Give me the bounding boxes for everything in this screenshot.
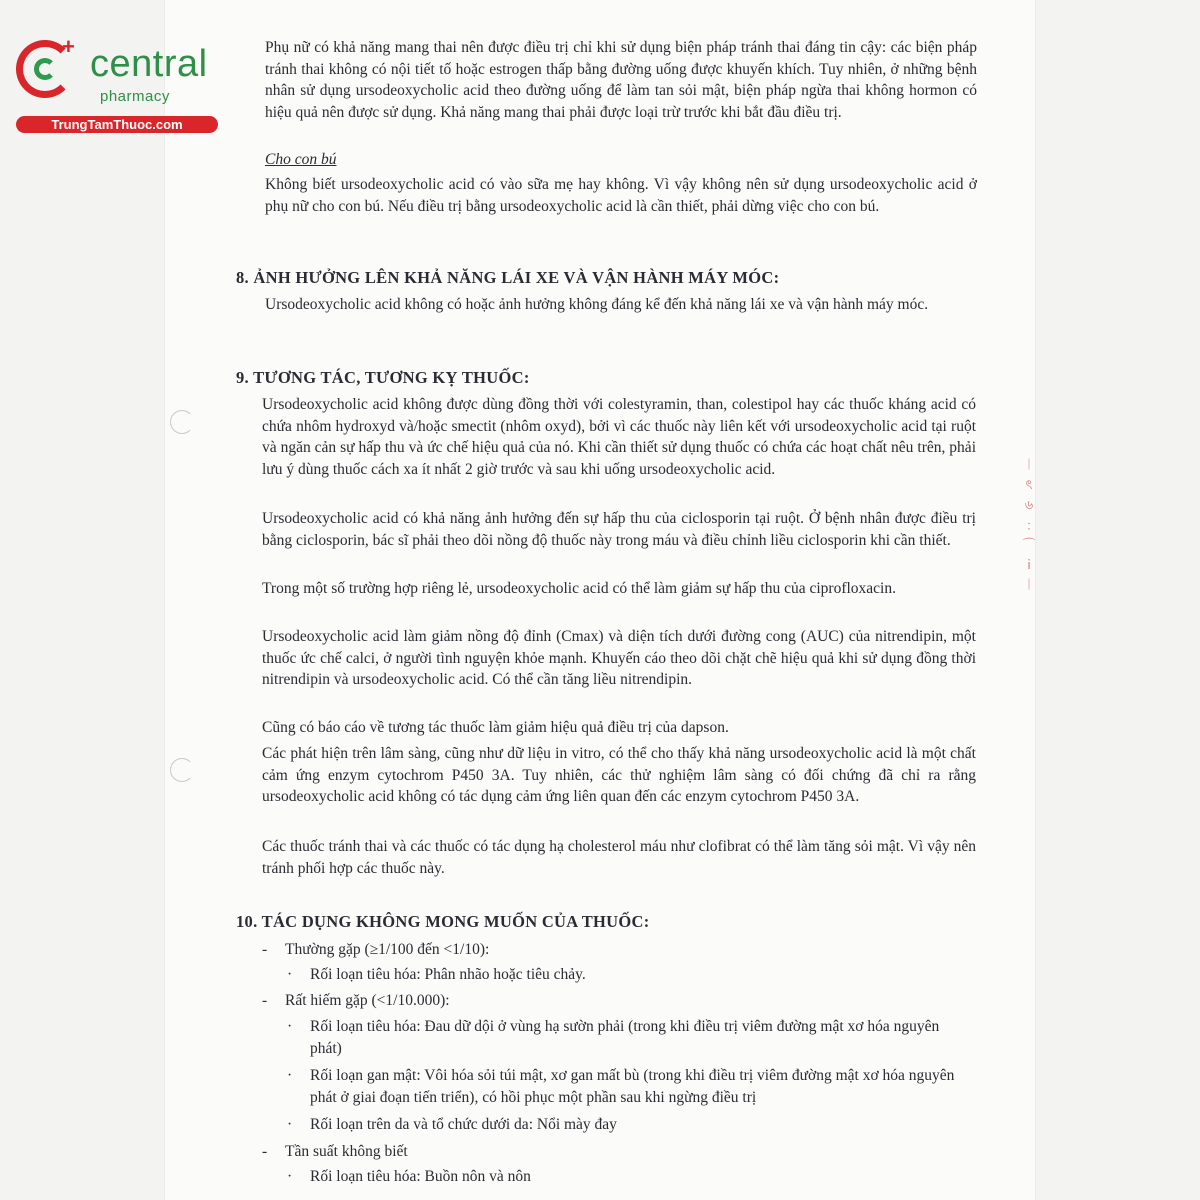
breastfeeding-subheading: Cho con bú <box>265 151 337 168</box>
list-bullet: · <box>287 1116 293 1133</box>
list-bullet: · <box>287 1067 293 1084</box>
brand-logo[interactable] <box>8 36 218 136</box>
list-bullet: · <box>287 966 293 983</box>
side-effect-item: Rối loạn tiêu hóa: Phân nhão hoặc tiêu chảy. <box>310 966 586 983</box>
logo-inner-c-icon <box>34 58 56 80</box>
frequency-group-label: Tần suất không biết <box>285 1143 408 1160</box>
interaction-paragraph: Các phát hiện trên lâm sàng, cũng như dữ liệu in vitro, có thể cho thấy khả năng ursodeoxycholic acid là một chất cảm ứng enzym cytochrom P450 3A. Tuy nhiên, các thử nghiệm lâm sàng có đối chứng đã chỉ ra rằng ursodeoxycholic acid không có tác dụng cảm ứng liên quan đến các enzym cytochrom P450 3A. <box>262 745 976 805</box>
list-dash: - <box>262 992 268 1009</box>
breastfeeding-paragraph: Không biết ursodeoxycholic acid có vào sữa mẹ hay không. Vì vậy không nên sử dụng ursodeoxycholic acid ở phụ nữ cho con bú. Nếu điều trị bằng ursodeoxycholic acid là cần thiết, phải dừng việc cho con bú. <box>265 176 977 215</box>
section-8-heading: 8. ẢNH HƯỞNG LÊN KHẢ NĂNG LÁI XE VÀ VẬN HÀNH MÁY MÓC: <box>236 268 780 287</box>
side-effect-item: Rối loạn tiêu hóa: Buồn nôn và nôn <box>310 1168 531 1185</box>
section-9-heading: 9. TƯƠNG TÁC, TƯƠNG KỴ THUỐC: <box>236 368 530 387</box>
logo-brand-name: central <box>90 43 208 85</box>
logo-plus-icon: + <box>62 34 75 59</box>
punch-hole-mark <box>170 410 194 434</box>
list-bullet: · <box>287 1168 293 1185</box>
side-effect-item: Rối loạn tiêu hóa: Đau dữ dội ở vùng hạ sườn phải (trong khi điều trị viêm đường mật xơ hóa nguyên phát) <box>310 1018 940 1057</box>
interaction-paragraph: Ursodeoxycholic acid có khả năng ảnh hưởng đến sự hấp thu của ciclosporin tại ruột. Ở bệnh nhân được điều trị bằng ciclosporin, bác sĩ phải theo dõi nồng độ thuốc này trong máu và điều chỉnh liều ciclosporin khi cần thiết. <box>262 510 976 549</box>
logo-website: TrungTamThuoc.com <box>16 116 218 133</box>
interaction-paragraph: Ursodeoxycholic acid không được dùng đồng thời với colestyramin, than, colestipol hay các thuốc kháng acid có chứa nhôm hydroxyd và/hoặc smectit (nhôm oxyd), bởi vì các thuốc này liên kết với ursodeoxycholic acid tại ruột và ngăn cản sự hấp thu và ức chế hiệu quả của nó. Khi cần thiết sử dụng thuốc có chứa các hoạt chất nêu trên, phải lưu ý dùng thuốc cách xa ít nhất 2 giờ trước và sau khi uống ursodeoxycholic acid. <box>262 396 976 478</box>
list-dash: - <box>262 1143 268 1160</box>
interaction-paragraph: Cũng có báo cáo về tương tác thuốc làm giảm hiệu quả điều trị của dapson. <box>262 719 729 736</box>
logo-subtitle: pharmacy <box>100 88 170 105</box>
section-10-heading: 10. TÁC DỤNG KHÔNG MONG MUỐN CỦA THUỐC: <box>236 912 650 931</box>
punch-hole-mark <box>170 758 194 782</box>
pregnancy-paragraph: Phụ nữ có khả năng mang thai nên được điều trị chỉ khi sử dụng biện pháp tránh thai đáng tin cậy: các biện pháp tránh thai không có nội tiết tố hoặc estrogen thấp bằng đường uống được khuyến khích. Tuy nhiên, ở những bệnh nhân sử dụng ursodeoxycholic acid theo đường uống để làm tan sỏi mật, biện pháp ngừa thai không hormon có hiệu quả nên được sử dụng. Khả năng mang thai phải được loại trừ trước khi bắt đầu điều trị. <box>265 39 977 121</box>
side-effect-item: Rối loạn gan mật: Vôi hóa sỏi túi mật, xơ gan mất bù (trong khi điều trị viêm đường mật xơ hóa nguyên phát ở giai đoạn tiến triển), có hồi phục một phần sau khi ngừng điều trị <box>310 1067 955 1106</box>
frequency-group-label: Thường gặp (≥1/100 đến <1/10): <box>285 941 490 958</box>
interaction-paragraph: Ursodeoxycholic acid làm giảm nồng độ đỉnh (Cmax) và diện tích dưới đường cong (AUC) của nitrendipin, một thuốc ức chế calci, ở người tình nguyện khỏe mạnh. Khuyến cáo theo dõi chặt chẽ hiệu quả khi sử dụng đồng thời nitrendipin và ursodeoxycholic acid. Có thể cần tăng liều nitrendipin. <box>262 628 976 688</box>
interaction-paragraph: Các thuốc tránh thai và các thuốc có tác dụng hạ cholesterol máu như clofibrat có thể làm tăng sỏi mật. Vì vậy nên tránh phối hợp các thuốc này. <box>262 838 976 877</box>
side-effect-item: Rối loạn trên da và tổ chức dưới da: Nổi mày đay <box>310 1116 617 1133</box>
list-dash: - <box>262 941 268 958</box>
section-8-paragraph: Ursodeoxycholic acid không có hoặc ảnh hưởng không đáng kể đến khả năng lái xe và vận hành máy móc. <box>265 296 929 313</box>
interaction-paragraph: Trong một số trường hợp riêng lẻ, ursodeoxycholic acid có thể làm giảm sự hấp thu của ciprofloxacin. <box>262 580 896 597</box>
margin-stamp-marks: ︱ ৎ ৬ ﹕ ⌒ ⅰ ︱ <box>1022 457 1036 592</box>
list-bullet: · <box>287 1018 293 1035</box>
frequency-group-label: Rất hiếm gặp (<1/10.000): <box>285 992 450 1009</box>
